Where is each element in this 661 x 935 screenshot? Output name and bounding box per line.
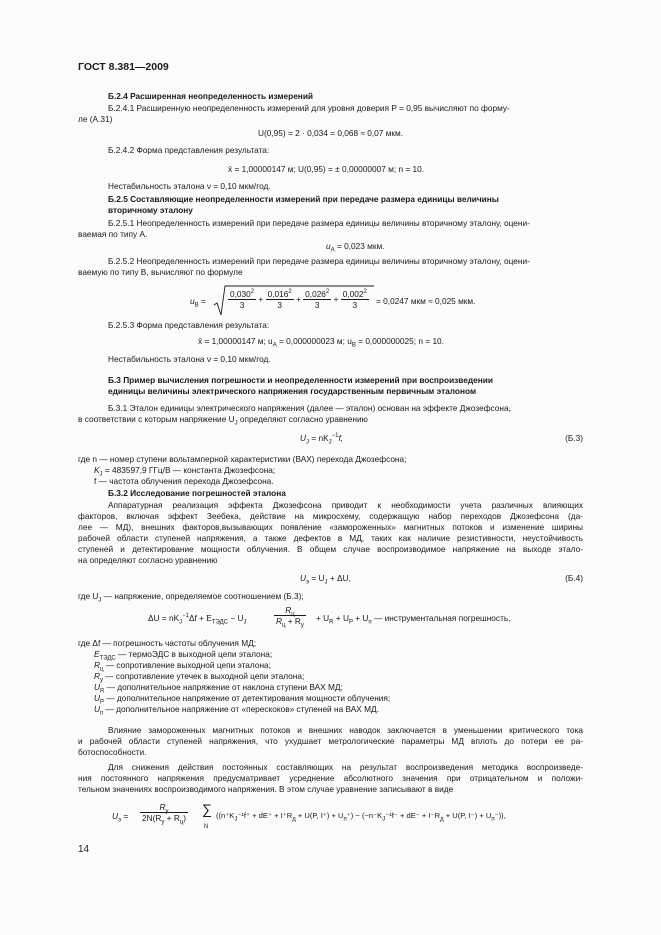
where2-line: где $U_J$ — напряжение, определяемое соотношением (Б.3);: [78, 591, 304, 604]
equation-b4-number: (Б.4): [565, 573, 583, 583]
running-header: ГОСТ 8.381—2009: [78, 61, 169, 73]
b242-line: Б.2.4.2 Форма представления результата:: [108, 145, 270, 155]
uB-term-3: $\frac{0,026^2}{3}$: [305, 289, 330, 311]
where3-item: $U_п$ — дополнительное напряжение от «перескоков» ступеней на ВАХ МД.: [94, 704, 379, 717]
page-number: 14: [78, 844, 90, 855]
b241-line1: Б.2.4.1 Расширенную неопределенность измерений для уровня доверия P = 0,95 вычисляют по форму-: [108, 103, 510, 113]
section-b24-title: Б.2.4 Расширенная неопределенность измерений: [108, 91, 314, 101]
final-body: (($n^+K_J^{-1}f^+ + dE^+ + I^+R_д + U(P$, $I^+) + U_п^+) - (-n^-K_J^{-1}f^- + dE^- + I^-R_д + U(P$, $I^-) + U_п^-$)),: [216, 811, 506, 823]
b31-line2: в соответствии с которым напряжение $U_J$ определяют согласно уравнению: [78, 414, 368, 427]
sum-index: N: [204, 824, 209, 830]
frozen-line: ботоспособности.: [78, 747, 147, 757]
equation-final: $U_э$ = $R_у$ $2N(R_у + R_ц)$ ∑ N (($n^+K_J^{-1}f^+ + dE^+ + I^+R_д + U(P$, $I^+) + U_п^+) - (-n^-K_J^{-1}f^- + dE^- + I^-R_д + U(P$, $I^-) + U_п^-$)),: [112, 800, 592, 832]
where3-item: $R_у$ — сопротивление утечек в выходной цепи эталона;: [94, 671, 305, 684]
where1-line2: $K_J = 483597,9$ ГГц/В — константа Джозефсона;: [94, 465, 276, 478]
sum-sign: ∑: [202, 801, 212, 817]
where3-item: где Δf — погрешность частоты облучения МД;: [78, 638, 257, 648]
where3-item: $E_{ТЭДС}$ — термоЭДС в выходной цепи эталона;: [94, 649, 273, 662]
equation-b4: $U_э = U_J + \Delta U$,: [300, 573, 351, 586]
equation-b3: $U_J = nK_J^{-1}f$,: [300, 433, 344, 446]
section-b3-title-2: единицы величины электрического напряжения государственным первичным эталоном: [108, 386, 477, 396]
b32-line: ступеней и детектирование мощности облучения. В общем случае воспроизводимое напряжение на выходе этало-: [78, 544, 583, 554]
reduction-line: тельном значениях воспроизводимого напряжения. В этом случае уравнение записывают в виде: [78, 784, 454, 794]
uB-term-1: $\frac{0,030^2}{3}$: [230, 289, 255, 311]
reduction-line: ния постоянного напряжения предусматривает усреднение абсолютного значения при отрицательном и положи-: [78, 773, 583, 783]
result-1: x̄ = 1,00000147 м; U(0,95) = ± 0,00000007 м; n = 10.: [228, 164, 425, 174]
where3-item: $U_R$ — дополнительное напряжение от наклона ступени ВАХ МД;: [94, 682, 343, 695]
b252-line2: ваемую по типу В, вычисляют по формуле: [78, 267, 243, 277]
equation-U095: U(0,95) = 2 · 0,034 = 0,068 ≈ 0,07 мкм.: [258, 128, 404, 138]
b31-line1: Б.3.1 Эталон единицы электрического напряжения (далее — эталон) основан на эффекте Джозефсона,: [108, 403, 511, 413]
b32-line: на определяют согласно уравнению: [78, 555, 218, 565]
section-b32-title: Б.3.2 Исследование погрешностей эталона: [108, 488, 286, 498]
result-2: x̄ = 1,00000147 м; $u_A = 0,000000023$ м; $u_B = 0,000000025$; n = 10.: [198, 336, 444, 349]
where3-item: $R_ц$ — сопротивление выходной цепи эталона;: [94, 660, 271, 673]
deltaU-fraction: $R_ц$ $R_ц + R_у$: [276, 605, 304, 629]
frozen-line: Влияние замороженных магнитных потоков и внешних наводок заключается в уменьшении критического тока: [108, 725, 583, 735]
equation-uA: $u_A = 0,023$ мкм.: [326, 241, 385, 254]
b252-line1: Б.2.5.2 Неопределенность измерений при передаче размера единицы величины вторичному эталону, оцени-: [108, 256, 530, 266]
equation-b3-number: (Б.3): [565, 433, 583, 443]
b32-line: лее — МД), внешних факторов,вызывающих появление «замороженных» магнитных потоков и изменение ширины: [78, 522, 583, 532]
section-b3-title-1: Б.3 Пример вычисления погрешности и неопределенности измерений при воспроизведении: [108, 375, 493, 385]
reduction-line: Для снижения действия постоянных составляющих на результат воспроизведения методика воспроизведе-: [108, 762, 583, 772]
section-b25-title-1: Б.2.5 Составляющие неопределенности измерений при передаче размера единицы величины: [108, 194, 499, 204]
b32-line: факторов, включая эффект Зеебека, действие на микросхему, содержащую набор переходов Джозефсона (да-: [78, 511, 583, 521]
where1-line1: где n — номер ступени вольтамперной характеристики (ВАХ) перехода Джозефсона;: [78, 454, 407, 464]
final-fraction: $R_у$ $2N(R_у + R_ц)$: [142, 802, 187, 826]
where3-item: $U_P$ — дополнительное напряжение от детектирования мощности облучения;: [94, 693, 391, 706]
instability-1: Нестабильность эталона ν = 0,10 мкм/год.: [108, 181, 271, 191]
b241-line2: ле (А.31): [78, 114, 113, 124]
uB-term-2: $\frac{0,016^2}{3}$: [267, 289, 292, 311]
b32-line: Аппаратурная реализация эффекта Джозефсона приводит к необходимости учета различных влияющих: [108, 500, 583, 510]
uB-term-4: $\frac{0,002^2}{3}$: [342, 289, 367, 311]
section-b25-title-2: вторичному эталону: [108, 205, 193, 215]
instability-2: Нестабильность эталона ν = 0,10 мкм/год.: [108, 354, 271, 364]
frozen-line: и рабочей области ступеней напряжения, что ухудшает метрологические параметры МД вплоть до потери ее ра-: [78, 736, 583, 746]
b251-line1: Б.2.5.1 Неопределенность измерений при передаче размера единицы величины вторичному эталону, оцени-: [108, 218, 530, 228]
b253-line: Б.2.5.3 Форма представления результата:: [108, 320, 270, 330]
where1-line3: f — частота облучения перехода Джозефсона.: [94, 476, 274, 486]
b251-line2: ваемая по типу А.: [78, 229, 148, 239]
b32-line: рабочей области ступеней напряжения, а также дефектов в МД, таких как наличие резистивности, неустойчивость: [78, 533, 583, 543]
uB-result: = 0,0247 мкм ≈ 0,025 мкм.: [376, 296, 476, 306]
